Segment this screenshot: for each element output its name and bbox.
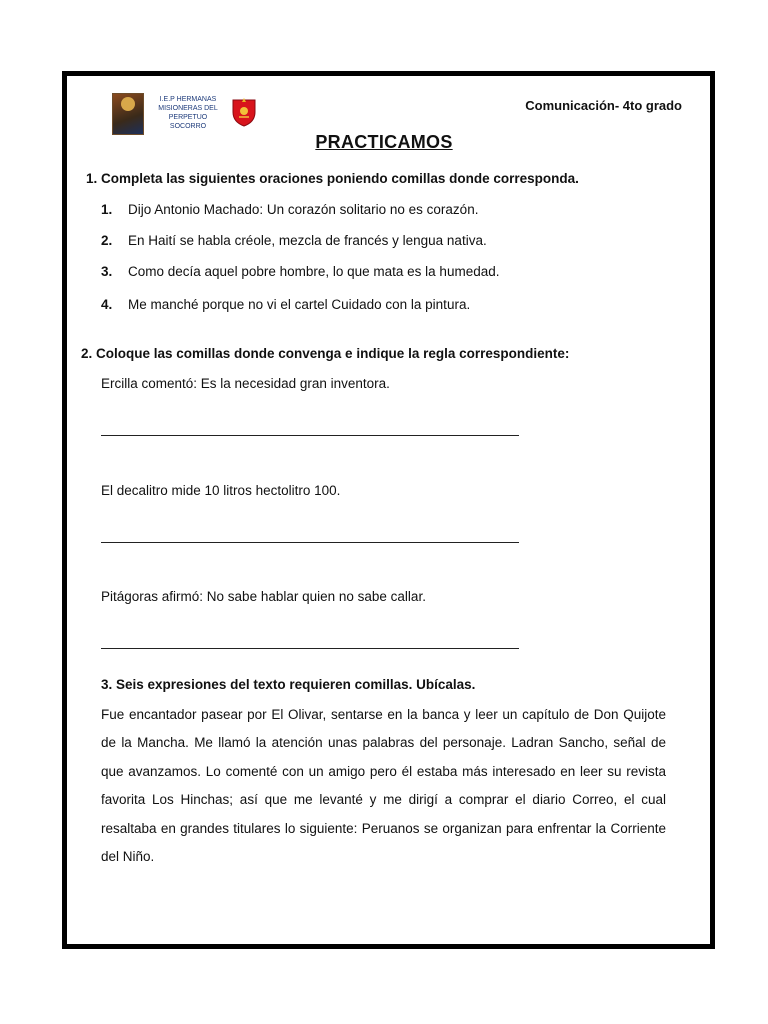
answer-line[interactable] bbox=[101, 542, 519, 543]
question-2-sentence: Pitágoras afirmó: No sabe hablar quien no sabe callar. bbox=[101, 589, 426, 604]
question-2-sentence: El decalitro mide 10 litros hectolitro 100. bbox=[101, 483, 341, 498]
item-number: 1. bbox=[101, 202, 113, 217]
item-text: Dijo Antonio Machado: Un corazón solitario no es corazón. bbox=[128, 202, 479, 217]
question-2-prompt: 2. Coloque las comillas donde convenga e indique la regla correspondiente: bbox=[81, 346, 570, 361]
virgin-image-icon bbox=[112, 93, 144, 135]
question-2-sentence: Ercilla comentó: Es la necesidad gran inventora. bbox=[101, 376, 390, 391]
subject-label: Comunicación- 4to grado bbox=[525, 98, 682, 113]
question-3-paragraph: Fue encantador pasear por El Olivar, sentarse en la banca y leer un capítulo de Don Quijote de la Mancha. Me llamó la atención unas palabras del personaje. Ladran Sancho, señal de que avanzamos. Lo comenté con un amigo pero él estaba más interesado en leer su revista favorita Los Hinchas; así que me levanté y me dirigí a comprar el diario Correo, el cual resaltaba en grandes titulares lo siguiente: Peruanos se organizan para enfrentar la Corriente del Niño. bbox=[101, 707, 666, 865]
item-number: 2. bbox=[101, 233, 113, 248]
item-text: Como decía aquel pobre hombre, lo que mata es la humedad. bbox=[128, 264, 500, 279]
school-crest-icon bbox=[230, 96, 258, 128]
item-number: 3. bbox=[101, 264, 113, 279]
answer-line[interactable] bbox=[101, 435, 519, 436]
question-1-prompt: 1. Completa las siguientes oraciones poniendo comillas donde corresponda. bbox=[86, 171, 579, 186]
school-logo bbox=[112, 93, 262, 135]
question-3-prompt: 3. Seis expresiones del texto requieren comillas. Ubícalas. bbox=[101, 677, 476, 692]
school-name: I.E.P HERMANAS MISIONERAS DEL PERPETUO SOCORRO bbox=[158, 96, 218, 130]
item-number: 4. bbox=[101, 297, 113, 312]
item-text: Me manché porque no vi el cartel Cuidado con la pintura. bbox=[128, 297, 471, 312]
page-title: PRACTICAMOS bbox=[315, 132, 453, 152]
item-text: En Haití se habla créole, mezcla de francés y lengua nativa. bbox=[128, 233, 487, 248]
answer-line[interactable] bbox=[101, 648, 519, 649]
